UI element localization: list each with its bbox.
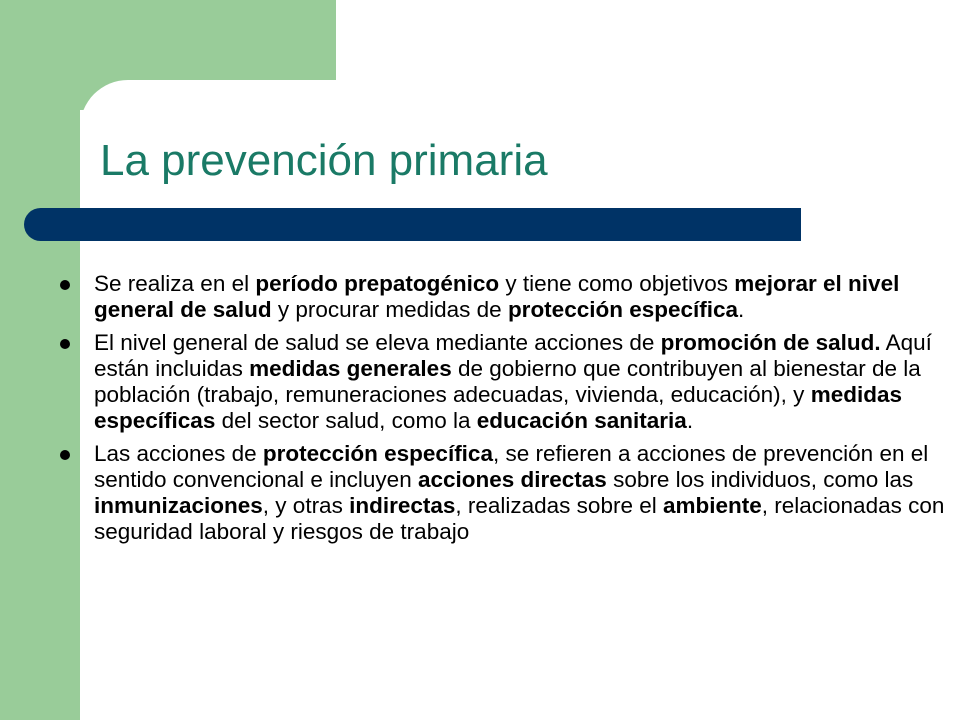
bullet-dot-icon — [60, 450, 70, 460]
bullet-item-1 — [60, 271, 958, 323]
bullet-2-text-2: Aquí están incluidas — [94, 330, 932, 381]
bullet-3-text-4: , y otras — [262, 493, 350, 518]
bullet-item-2 — [60, 330, 958, 434]
bullet-dot-icon — [60, 280, 70, 290]
bullet-list — [60, 271, 958, 552]
bullet-1-text-4: . — [738, 297, 745, 322]
bullet-2-bold-1: promoción de salud. — [660, 330, 881, 355]
bullet-3-text-6: , relacionadas con seguridad laboral y riesgos de trabajo — [94, 493, 945, 544]
title-underline-bar — [24, 208, 801, 241]
bullet-1-bold-1: período prepatogénico — [255, 271, 500, 296]
bullet-2-bold-4: educación sanitaria — [476, 408, 687, 433]
bullet-1-bold-2: mejorar el nivel general de salud — [94, 271, 900, 322]
bullet-dot-icon — [60, 339, 70, 349]
bullet-2-bold-3: medidas específicas — [94, 382, 902, 433]
bullet-1-bold-3: protección específica — [507, 297, 739, 322]
bullet-1-text-1: Se realiza en el — [94, 271, 256, 296]
bullet-2-text-3: de gobierno que contribuyen al bienestar de la población (trabajo, remuneraciones adecuadas, vivienda, educación), y — [94, 356, 921, 407]
bullet-3-bold-1: protección específica — [262, 441, 493, 466]
bullet-2-text-1: El nivel general de salud se eleva mediante acciones de — [94, 330, 661, 355]
bullet-item-3 — [60, 441, 958, 545]
bullet-3-bold-2: acciones directas — [417, 467, 607, 492]
bullet-1-text-3: y procurar medidas de — [271, 297, 508, 322]
bullet-3-text-5: , realizadas sobre el — [455, 493, 663, 518]
bullet-3-bold-3: inmunizaciones — [94, 493, 263, 518]
slide-title: La prevención primaria — [100, 136, 548, 185]
bullet-1-text-2: y tiene como objetivos — [499, 271, 735, 296]
bullet-2-text-4: del sector salud, como la — [215, 408, 477, 433]
bullet-2-text-5: . — [686, 408, 694, 433]
bullet-3-text-1: Las acciones de — [94, 441, 263, 466]
bullet-2-bold-2: medidas generales — [249, 356, 452, 381]
bullet-3-bold-5: ambiente — [662, 493, 762, 518]
bullet-3-text-2: , se refieren a acciones de prevención en el sentido convencional e incluyen — [94, 441, 929, 492]
bullet-3-bold-4: indirectas — [349, 493, 456, 518]
bullet-3-text-3: sobre los individuos, como las — [606, 467, 914, 492]
